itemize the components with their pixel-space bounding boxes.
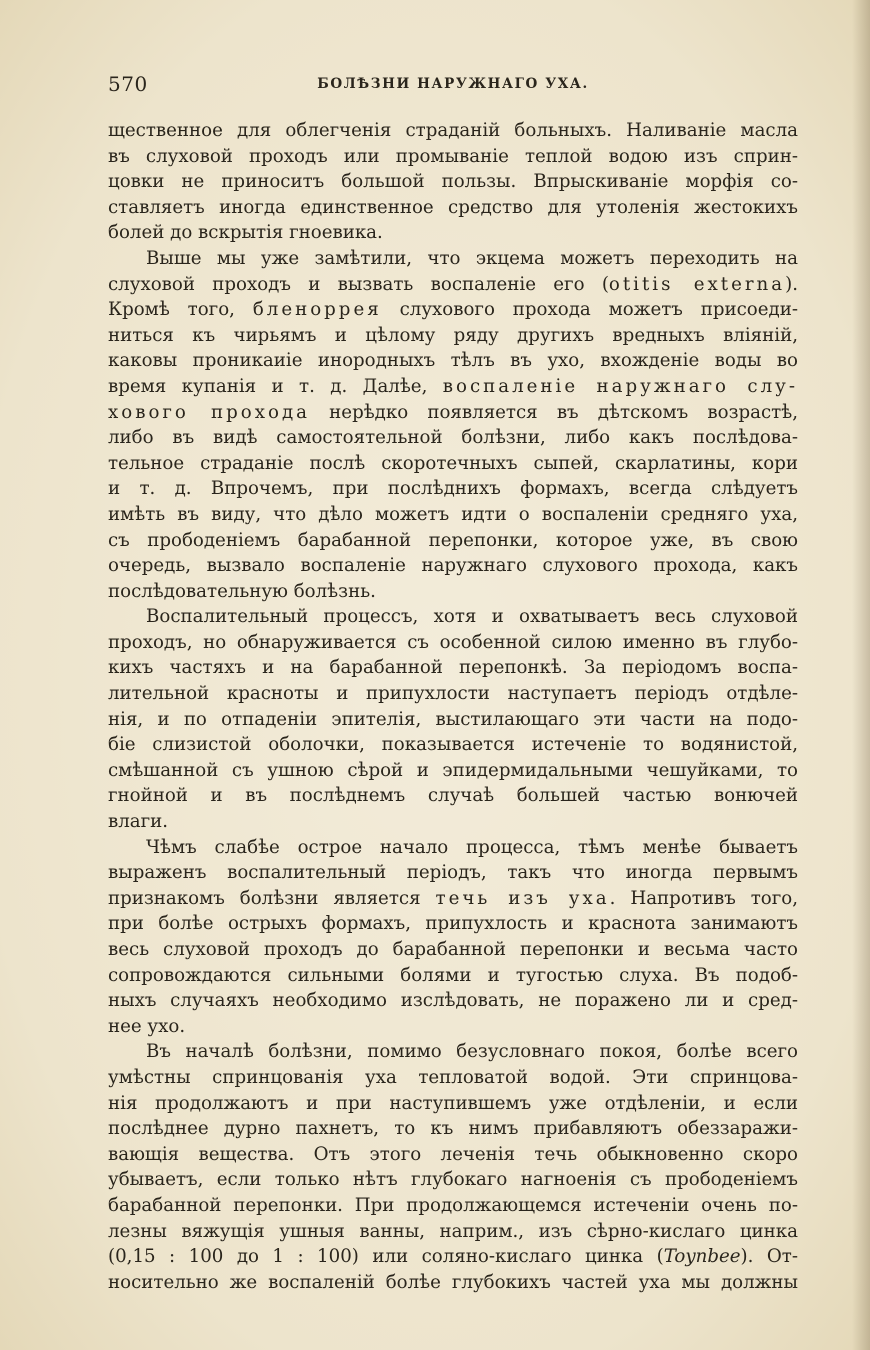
text-line bbox=[108, 528, 798, 554]
text-segment: слухового прохода можетъ присоеди- bbox=[381, 299, 798, 321]
text-line bbox=[108, 1193, 798, 1219]
text-segment: нія продолжаютъ и при наступившемъ уже отдѣленіи, и если bbox=[108, 1092, 798, 1114]
text-segment: въ слуховой проходъ или промываніе теплой водою изъ сприн- bbox=[108, 145, 798, 167]
text-segment: Чѣмъ слабѣе острое начало процесса, тѣмъ менѣе бываетъ bbox=[146, 836, 798, 858]
text-line bbox=[108, 911, 798, 937]
text-line bbox=[108, 783, 798, 809]
text-line bbox=[108, 1065, 798, 1091]
text-segment: нія, и по отпаденіи эпителія, выстилающаго эти части на подо- bbox=[108, 708, 798, 730]
text-segment: влаги. bbox=[108, 811, 169, 833]
text-line bbox=[108, 169, 798, 195]
text-segment: ниться къ чирьямъ и цѣлому ряду другихъ вредныхъ вліяній, bbox=[108, 324, 798, 346]
text-segment: и т. д. Впрочемъ, при послѣднихъ формахъ, всегда слѣдуетъ bbox=[108, 478, 798, 500]
text-segment: ). От- bbox=[740, 1246, 798, 1268]
text-segment: цовки не приноситъ большой пользы. Впрыскиваніе морфія со- bbox=[108, 171, 798, 193]
text-segment: съ прободеніемъ барабанной перепонки, которое уже, въ свою bbox=[108, 529, 798, 551]
text-segment: ). bbox=[785, 273, 798, 295]
text-segment: нее ухо. bbox=[108, 1015, 186, 1037]
text-segment: Въ началѣ болѣзни, помимо безусловнаго покоя, болѣе всего bbox=[146, 1041, 798, 1063]
text-segment: время купанія и т. д. Далѣе, bbox=[108, 375, 443, 397]
text-line bbox=[108, 758, 798, 784]
text-line bbox=[108, 630, 798, 656]
text-line bbox=[108, 1244, 798, 1270]
text-line bbox=[108, 809, 798, 835]
text-segment: вающія вещества. Отъ этого леченія течь обыкновенно скоро bbox=[108, 1143, 798, 1165]
text-segment: ныхъ случаяхъ необходимо изслѣдовать, не поражено ли и сред- bbox=[108, 990, 798, 1012]
text-line bbox=[108, 451, 798, 477]
text-segment: каковы проникаиіе инородныхъ тѣлъ въ ухо, вхожденіе воды во bbox=[108, 350, 798, 372]
text-segment: тельное страданіе послѣ скоротечныхъ сыпей, скарлатины, кори bbox=[108, 452, 798, 474]
text-segment: выраженъ воспалительный періодъ, такъ что иногда первымъ bbox=[108, 862, 798, 884]
text-line bbox=[108, 425, 798, 451]
text-line bbox=[108, 655, 798, 681]
text-segment: Кромѣ того, bbox=[108, 299, 253, 321]
text-segment: проходъ, но обнаруживается съ особенной силою именно въ глубо- bbox=[108, 631, 798, 653]
text-line bbox=[108, 502, 798, 528]
body-text bbox=[108, 118, 798, 1295]
text-segment: смѣшанной съ ушною сѣрой и эпидермидальными чешуйками, то bbox=[108, 759, 798, 781]
text-segment: послѣдовательную болѣзнь. bbox=[108, 580, 376, 602]
text-segment: носительно же воспаленій болѣе глубокихъ частей уха мы должны bbox=[108, 1271, 798, 1293]
text-segment: щественное для облегченія страданій больныхъ. Наливаніе масла bbox=[108, 120, 798, 141]
text-segment: . Напротивъ того, bbox=[609, 887, 798, 909]
text-segment: лительной красноты и припухлости наступаетъ періодъ отдѣле- bbox=[108, 683, 798, 705]
text-line bbox=[108, 681, 798, 707]
text-segment: убываетъ, если только нѣтъ глубокаго нагноенія съ прободеніемъ bbox=[108, 1169, 798, 1191]
text-segment: біе слизистой оболочки, показывается истеченіе то водянистой, bbox=[108, 734, 798, 756]
text-segment: имѣть въ виду, что дѣло можетъ идти о воспаленіи средняго уха, bbox=[108, 503, 798, 525]
text-segment: болей до вскрытія гноевика. bbox=[108, 222, 383, 244]
text-segment: умѣстны спринцованія уха тепловатой водой. Эти спринцова- bbox=[108, 1066, 798, 1088]
text-line bbox=[108, 400, 798, 426]
text-segment: сопровождаются сильными болями и тугостью слуха. Въ подоб- bbox=[108, 964, 798, 986]
text-line bbox=[108, 1039, 798, 1065]
page-number: 570 bbox=[108, 72, 148, 96]
text-line bbox=[108, 374, 798, 400]
text-line bbox=[108, 118, 798, 144]
text-line bbox=[108, 1270, 798, 1296]
text-line bbox=[108, 323, 798, 349]
text-line bbox=[108, 348, 798, 374]
spaced-emphasis-text: воспаленіе наружнаго слу- bbox=[442, 375, 798, 397]
text-line bbox=[108, 195, 798, 221]
text-segment: при болѣе острыхъ формахъ, припухлость и краснота занимаютъ bbox=[108, 913, 798, 935]
text-line bbox=[108, 963, 798, 989]
text-segment: слуховой проходъ и вызвать воспаленіе его ( bbox=[108, 273, 609, 295]
text-segment: кихъ частяхъ и на барабанной перепонкѣ. За періодомъ воспа- bbox=[108, 657, 798, 679]
spaced-emphasis-text: otitis externa bbox=[608, 273, 786, 295]
text-segment: гнойной и въ послѣднемъ случаѣ большей частью вонючей bbox=[108, 785, 798, 807]
text-line bbox=[108, 604, 798, 630]
text-line bbox=[108, 144, 798, 170]
text-line bbox=[108, 860, 798, 886]
text-segment: очередь, вызвало воспаленіе наружнаго слухового прохода, какъ bbox=[108, 555, 798, 577]
text-line bbox=[108, 297, 798, 323]
italic-text: Toynbee bbox=[663, 1246, 741, 1268]
text-segment: послѣднее дурно пахнетъ, то къ нимъ прибавляютъ обеззаражи- bbox=[108, 1118, 798, 1140]
text-segment: Воспалительный процессъ, хотя и охватываетъ весь слуховой bbox=[146, 606, 798, 628]
text-line bbox=[108, 476, 798, 502]
spaced-emphasis-text: течь изъ уха bbox=[435, 887, 610, 909]
text-line bbox=[108, 553, 798, 579]
text-line bbox=[108, 1167, 798, 1193]
text-segment: ставляетъ иногда единственное средство для утоленія жестокихъ bbox=[108, 196, 798, 218]
text-line bbox=[108, 1142, 798, 1168]
page-header bbox=[108, 72, 798, 102]
text-line bbox=[108, 579, 798, 605]
page-edge-shadow bbox=[852, 0, 870, 1350]
text-line bbox=[108, 886, 798, 912]
text-line bbox=[108, 1014, 798, 1040]
text-line bbox=[108, 246, 798, 272]
running-title: БОЛѢЗНИ НАРУЖНАГО УХА. bbox=[317, 76, 589, 92]
text-segment: Выше мы уже замѣтили, что экцема можетъ переходить на bbox=[146, 247, 798, 269]
text-segment: либо въ видѣ самостоятельной болѣзни, либо какъ послѣдова- bbox=[108, 427, 798, 449]
text-segment: нерѣдко появляется въ дѣтскомъ возрастѣ, bbox=[310, 401, 798, 423]
text-line bbox=[108, 937, 798, 963]
text-line bbox=[108, 732, 798, 758]
text-segment: лезны вяжущія ушныя ванны, наприм., изъ сѣрно-кислаго цинка bbox=[108, 1220, 798, 1242]
text-line bbox=[108, 1116, 798, 1142]
text-line bbox=[108, 220, 798, 246]
text-segment: признакомъ болѣзни является bbox=[108, 887, 436, 909]
text-segment: барабанной перепонки. При продолжающемся истеченіи очень по- bbox=[108, 1194, 798, 1216]
text-line bbox=[108, 707, 798, 733]
text-line bbox=[108, 1219, 798, 1245]
text-line bbox=[108, 988, 798, 1014]
spaced-emphasis-text: хового прохода bbox=[108, 401, 311, 423]
text-line bbox=[108, 272, 798, 298]
text-segment: (0,15 : 100 до 1 : 100) или соляно-кислаго цинка ( bbox=[108, 1246, 664, 1268]
text-segment: весь слуховой проходъ до барабанной перепонки и весьма часто bbox=[108, 939, 798, 960]
spaced-emphasis-text: бленоррея bbox=[252, 299, 382, 321]
text-line bbox=[108, 1091, 798, 1117]
text-line bbox=[108, 835, 798, 861]
